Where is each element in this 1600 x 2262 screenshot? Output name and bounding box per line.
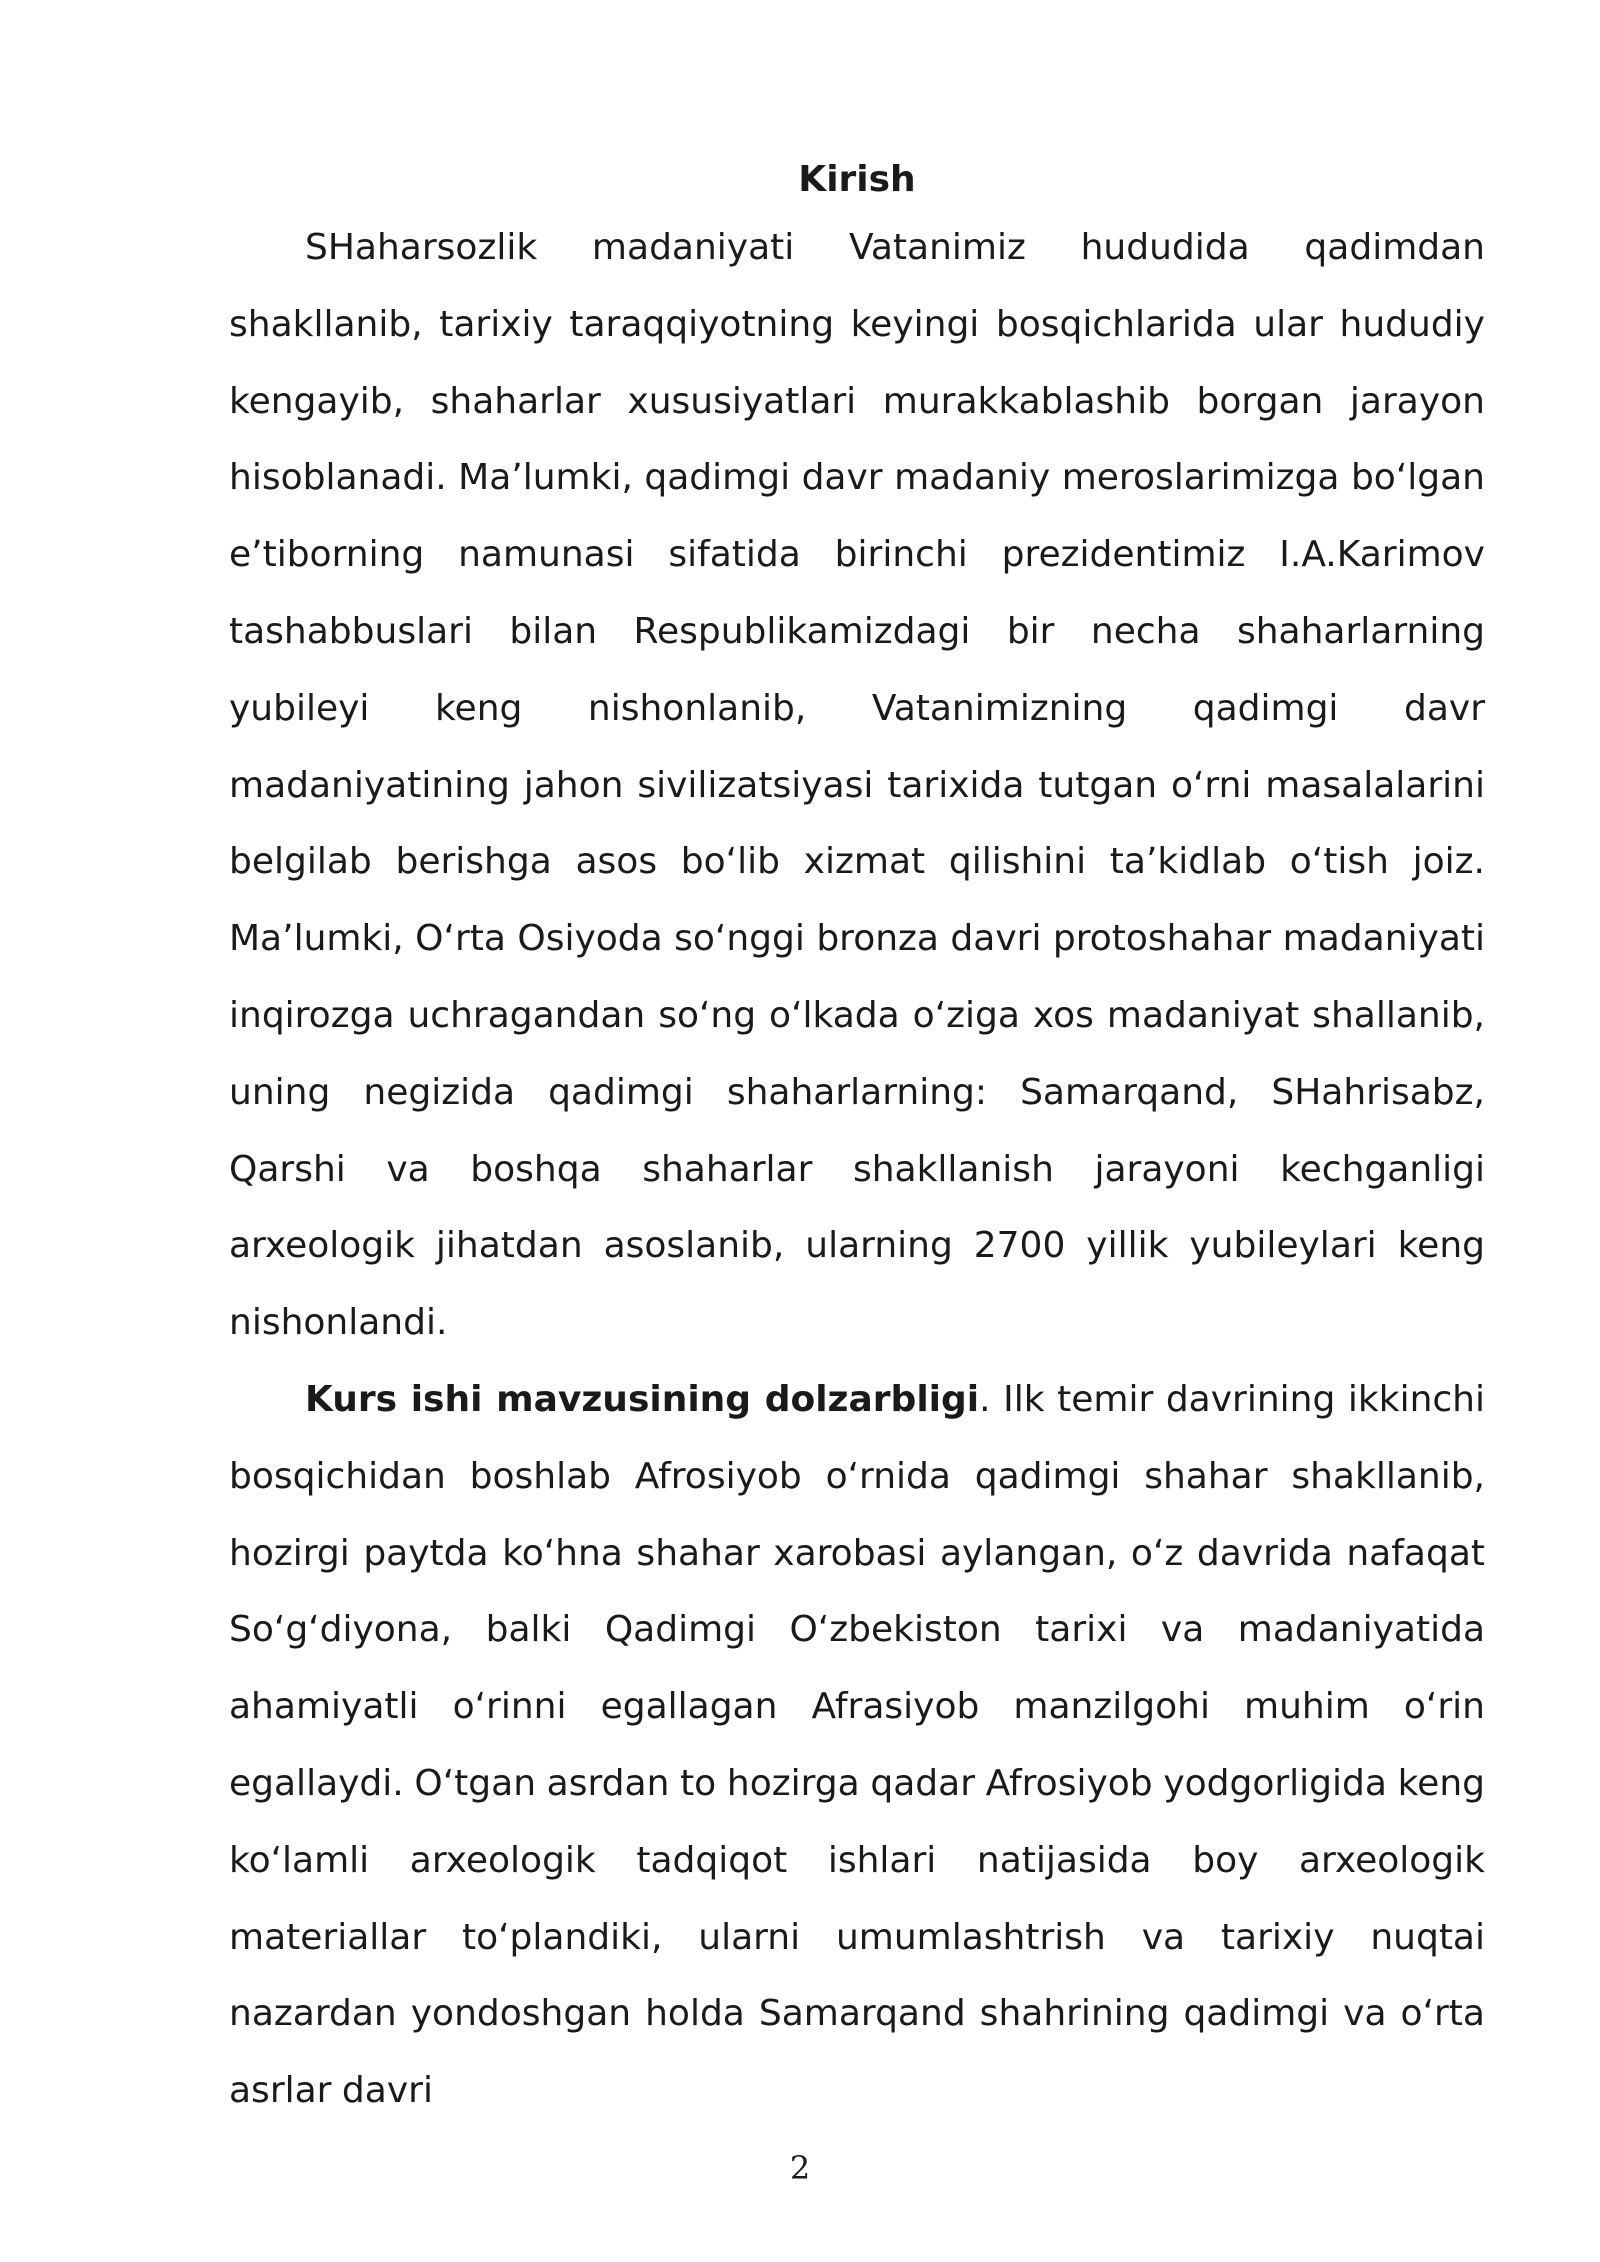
- intro-paragraph: SHaharsozlik madaniyati Vatanimiz hududida qadimdan shakllanib, tarixiy taraqqiyotning keyingi bosqichlarida ular hududiy kengayib, shaharlar xususiyatlari murakkablashib borgan jarayon hisoblanadi. Ma’lumki, qadimgi davr madaniy meroslarimizga bo‘lgan e’tiborning namunasi sifatida birinchi prezidentimiz I.A.Karimov tashabbuslari bilan Respublikamizdagi bir necha shaharlarning yubileyi keng nishonlanib, Vatanimizning qadimgi davr madaniyatining jahon sivilizatsiyasi tarixida tutgan o‘rni masalalarini belgilab berishga asos bo‘lib xizmat qilishini ta’kidlab o‘tish joiz. Ma’lumki, O‘rta Osiyoda so‘nggi bronza davri protoshahar madaniyati inqirozga uchragandan so‘ng o‘lkada o‘ziga xos madaniyat shallanib, uning negizida qadimgi shaharlarning: Samarqand, SHahrisabz, Qarshi va boshqa shaharlar shakllanish jarayoni kechganligi arxeologik jihatdan asoslanib, ularning 2700 yillik yubileylari keng nishonlandi.: [229, 227, 1485, 1344]
- page-number: 2: [789, 2149, 811, 2187]
- section-title: Kirish: [798, 159, 916, 200]
- page-content: [229, 150, 1485, 2130]
- relevance-heading: Kurs ishi mavzusining dolzarbligi: [305, 1378, 980, 1420]
- relevance-paragraph: [229, 1362, 1485, 2130]
- relevance-text: . Ilk temir davrining ikkinchi bosqichidan boshlab Afrosiyob o‘rnida qadimgi shahar shakllanib, hozirgi paytda ko‘hna shahar xarobasi aylangan, o‘z davrida nafaqat So‘g‘diyona, balki Qadimgi O‘zbekiston tarixi va madaniyatida ahamiyatli o‘rinni egallagan Afrasiyob manzilgohi muhim o‘rin egallaydi. O‘tgan asrdan to hozirga qadar Afrosiyob yodgorligida keng ko‘lamli arxeologik tadqiqot ishlari natijasida boy arxeologik materiallar to‘plandiki, ularni umumlashtrish va tarixiy nuqtai nazardan yondoshgan holda Samarqand shahrining qadimgi va o‘rta asrlar davri: [229, 1378, 1485, 2112]
